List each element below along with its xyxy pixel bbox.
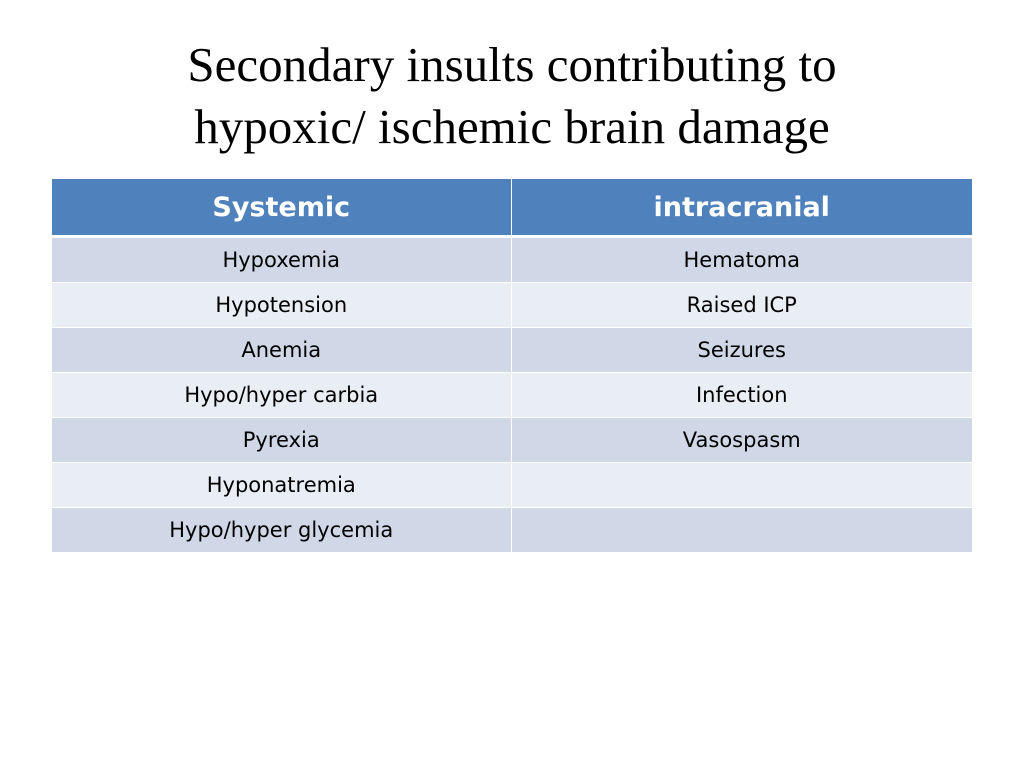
cell-intracranial: Hematoma (511, 237, 972, 283)
cell-intracranial: Seizures (511, 328, 972, 373)
table-header-row (52, 179, 972, 237)
table-row (52, 418, 972, 463)
cell-systemic: Pyrexia (52, 418, 511, 463)
header-intracranial: intracranial (511, 179, 972, 237)
cell-systemic: Anemia (52, 328, 511, 373)
cell-intracranial (511, 463, 972, 508)
table-row (52, 373, 972, 418)
table-row (52, 237, 972, 283)
slide-title (0, 34, 1024, 158)
table-row (52, 508, 972, 553)
cell-intracranial: Raised ICP (511, 283, 972, 328)
cell-intracranial (511, 508, 972, 553)
cell-systemic: Hypo/hyper glycemia (52, 508, 511, 553)
cell-systemic: Hyponatremia (52, 463, 511, 508)
cell-systemic: Hypoxemia (52, 237, 511, 283)
title-line-1: Secondary insults contributing to (187, 37, 837, 92)
table-row (52, 328, 972, 373)
insults-table (52, 179, 972, 552)
cell-intracranial: Vasospasm (511, 418, 972, 463)
title-line-2: hypoxic/ ischemic brain damage (194, 99, 830, 154)
table-row (52, 283, 972, 328)
cell-systemic: Hypo/hyper carbia (52, 373, 511, 418)
cell-intracranial: Infection (511, 373, 972, 418)
header-systemic: Systemic (52, 179, 511, 237)
cell-systemic: Hypotension (52, 283, 511, 328)
table-row (52, 463, 972, 508)
